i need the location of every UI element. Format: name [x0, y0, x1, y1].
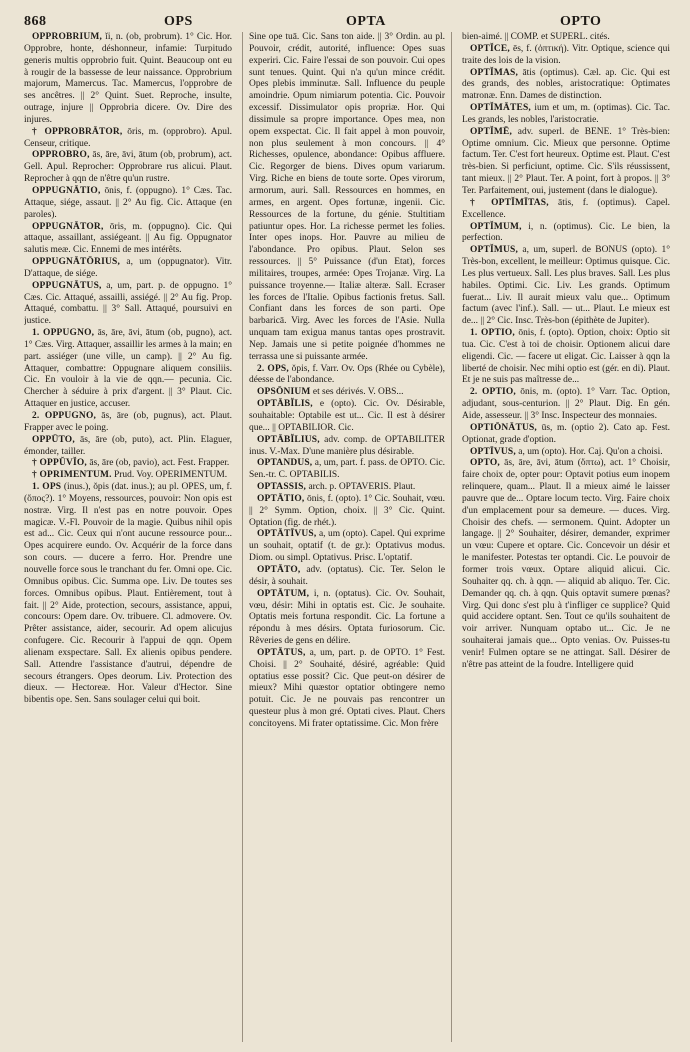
entry-headword: OPTĀTĪVUS,	[257, 529, 317, 540]
entry-headword: OPTĪVUS,	[470, 446, 516, 457]
entry-definition: ōnis, f. (opto). 1° Cic. Souhait, vœu. || 2° Symm. Option, choix. || 3° Cic. Quint. Optation (fig. de rhét.).	[249, 493, 445, 528]
entry-headword: OPPUGNĀTUS,	[32, 280, 102, 291]
entry-definition: ās, āre, āvi, ātum (ob, probrum), act. Gell. Apul. Reprocher: Opprobrare rus alicui. Plaut. Reprocher à qqn de n'être qu'un rustre.	[24, 150, 232, 185]
dictionary-entry	[24, 328, 232, 411]
entry-headword: OPTANDUS,	[257, 458, 313, 469]
entry-headword: OPTASSIS,	[257, 482, 307, 493]
entry-headword: 1. OPTIO,	[470, 328, 515, 339]
dictionary-entry	[249, 387, 445, 399]
entry-definition: adv. superl. de BENE. 1° Très-bien: Optime omnium. Cic. Mieux que personne. Optime factum. Ter. C'est fort heureux. Optime est. Plaut. C'est très-bien. Si perficiunt, optime. Cic. S'ils réussissent, tant mieux. || 2° Plaut. Ter. A point, fort à propos. || 3° Ter. Parfaitement, oui, justement (dans le dialogue).	[462, 126, 670, 196]
entry-definition: a, um, part. p. de OPTO. 1° Fest. Choisi. || 2° Souhaité, désiré, agréable: Quid optatius esse possit? Cic. Que peut-on désirer de mieux? Mihi quæstor optatior obtingere nemo potuit. Cic. Je ne pouvais pas rencontrer un questeur plus à mon gré. Optati cives. Plaut. Chers concitoyens. Mi frater optatissime. Cic. Mon frère	[249, 647, 446, 729]
dictionary-entry	[24, 411, 232, 435]
entry-definition: ās, āre, āvi, ātum (ob, pugno), act. 1° Cæs. Virg. Attaquer, assaillir les armes à la main; en part. assiéger (une ville, un camp). || 2° Au fig. Attaquer, combattre: Oppugnare aliquem consiliis. Cic. En vouloir à la vie de qqn.— pecunia. Cic. Chercher à séduire à prix d'argent. || 3° Plaut. Cic. Attaquer en justice, accuser.	[24, 328, 232, 410]
dictionary-entry	[462, 447, 670, 459]
entry-definition: ās, āre, āvi, ātum (ὄπτω), act. 1° Choisir, faire choix de, opter pour: Optavit potius eum inopem relinquere, quam... Plaut. Il a mieux aimé le laisser pauvre que de... Optare locum tecto. Virg. Faire choix d'un emplacement pour sa demeure. — duces. Virg. Choisir des chefs. — sermonem. Quint. Adopter un langage. || 2° Souhaiter, désirer, demander, exprimer un vœu: Cupere et optare. Cic. Concevoir un désir et le manifester. Potestas ter optandi. Cic. Le pouvoir de former trois vœux. Optare aliquid alicui. Cic. Souhaiter qq. ch. à qqn. — aliquid ab aliquo. Ter. Cic. Demander qq. ch. à qqn. Quis optavit sumere pœnas? Virg. Qui donc s'est plu à t'infliger ce supplice? Quid quid accidere optant. Sen. Tout ce qu'ils souhaitent de voir arriver. Nunquam optabo ut... Cic. Je ne souhaiterai jamais que... Opto venias. Ov. Puisses-tu venir! Fulmen optare se ne attingat. Sall. Désirer de n'être pas atteint de la foudre. Intelligere quid	[462, 458, 670, 670]
dictionary-entry	[249, 529, 445, 565]
page-number: 868	[24, 14, 47, 29]
dictionary-entry	[462, 198, 670, 222]
entry-headword: OPTĀTIO,	[257, 493, 305, 504]
left-column	[24, 32, 232, 1042]
dictionary-entry	[249, 565, 445, 589]
entry-definition: ĭi, n. (ob, probrum). 1° Cic. Hor. Opprobre, honte, déshonneur, infamie: Turpitudo generis multis opprobrio fuit. Quint. Beaucoup ont eu à rougir de la bassesse de leur naissance. Opprobrium majorum, Mamercus. Tac. Mamercus, l'opprobre de ses ancêtres. || 2° Quint. Suet. Reproche, insulte, outrage, injure || Opprobria dicere. Ov. Dire des injures.	[24, 32, 232, 125]
dictionary-entry	[24, 150, 232, 186]
entry-definition: (inus.), ŏpis (dat. inus.); au pl. OPES, um, f. (ὄπος?). 1° Moyens, ressources, pouvoir: Non opis est nostræ. Virg. Il n'est pas en notre pouvoir. Opes magicæ. V.-Fl. Pouvoir de la magie. Quibus nihil opis est ad... Cic. Ceux qui n'ont aucune ressource pour... Opes acquirere eundo. Ov. Acquérir de la force dans son cours. — ducere a ferro. Hor. Prendre une nouvelle force sous le tranchant du fer. Omni ope. Cic. Omnibus opibus. Cic. Summa ope. Liv. De toutes ses forces. Omnibus opibus. Plaut. Entièrement, tout à fait. || 2° Aide, protection, secours, assistance, appui, concours: Opem dare. Ov. tribuere. Cl. admovere. Ov. Prêter assistance, aider, secourir. Ad opem alicujus confugere. Cic. Recourir à l'appui de qqn. Opem alienam exspectare. Sall. Ex alienis opibus pendere. Sall. Attendre l'assistance d'autrui, dépendre de secours étrangers. Opes deorum. Liv. Protection des dieux. — Hectoreæ. Hor. Valeur d'Hector. Sine bibentis ope. Sen. Sans soulager celui qui boit.	[24, 482, 232, 706]
entry-definition: a, um (opto). Hor. Caj. Qu'on a choisi.	[518, 446, 663, 457]
entry-definition: i, n. (optimus). Cic. Le bien, la perfection.	[462, 221, 670, 244]
dictionary-entry	[462, 328, 670, 387]
entry-headword: OPTIŌNĀTUS,	[470, 422, 537, 433]
dictionary-entry	[24, 470, 232, 482]
left-running-head: OPS	[164, 14, 193, 29]
dictionary-entry	[249, 32, 445, 364]
entry-headword: OPSŌNIUM	[257, 387, 311, 398]
dictionary-entry	[249, 364, 445, 388]
entry-definition: ūs, m. (optio 2). Cato ap. Fest. Optionat, grade d'option.	[462, 422, 670, 445]
entry-definition: a, um, part. p. de oppugno. 1° Cæs. Cic. Attaqué, assailli, assiégé. || 2° Au fig. Prop. Attaqué, combattu. || 3° Sall. Attaqué, poursuivi en justice.	[24, 280, 232, 327]
entry-headword: OPTĬMUS,	[470, 245, 519, 256]
dictionary-entry	[462, 222, 670, 246]
entry-definition: adv. comp. de OPTABILITER inus. V.-Max. D'une manière plus désirable.	[249, 434, 445, 457]
center-running-head: OPTA	[346, 14, 386, 29]
entry-headword: OPTĀTUM,	[257, 588, 310, 599]
dictionary-entry	[249, 399, 445, 435]
dictionary-entry	[462, 103, 670, 127]
entry-headword: † OPTĬMĪTAS,	[470, 197, 549, 208]
entry-headword: OPPUGNĀTOR,	[32, 221, 104, 232]
dictionary-entry	[24, 482, 232, 707]
entry-definition: Sine ope tuā. Cic. Sans ton aide. || 3° Ordin. au pl. Pouvoir, crédit, autorité, influence: Opes suas experiri. Cic. Faire l'essai de son pouvoir. Cui opes sunt tenues. Quint. Qui n'a qu'un mince crédit. Opes plebis imminutæ. Sall. Influence du peuple amoindrie. Opum nimiarum potentia. Cic. Pouvoir excessif. Dissimulator opis propriæ. Hor. Qui dissimule sa propre importance. Opes mea, non opem exspectat. Cic. Il fait appel à mon pouvoir, non plus seulement à mon concours. || 4° Richesses, opulence, abondance: Opibus affluere. Cic. Regorger de biens. Dives opum variarum. Virg. Riche en biens de toute sorte. Opes virorum, armorum, auri. Sall. Ressources en hommes, en armes, en argent. Opes fortunæ, ingenii. Cic. Ressources de la fortune, du génie. Stultitiam patiuntur opes. Hor. La richesse permet les folies. Inter opes inops. Hor. Pauvre au milieu de l'abondance. Pro opibus. Plaut. Selon ses ressources. || 5° Puissance (d'un Etat), forces militaires, troupes, armée: Opes Trojanæ. Virg. La puissance troyenne.— Italiæ alteræ. Sall. Ecraser les forces de l'Italie. Opibus factionis fretus. Sall. Confiant dans les forces de son parti. Ope barbaricā. Virg. Avec les forces de l'Asie. Nulla unquam tam exigua manus tantas opes prostravit. Nep. Jamais une si petite poignée d'hommes ne terrassa une si puissante armée.	[249, 32, 445, 362]
entry-definition: a, um, part. f. pass. de OPTO. Cic. Sen.-tr. C. OPTABILIS.	[249, 458, 446, 481]
entry-definition: adv. (optatus). Cic. Ter. Selon le désir, à souhait.	[249, 564, 446, 587]
entry-headword: OPTĬCE,	[470, 43, 510, 54]
entry-definition: ātis, f. (optimus). Capel. Excellence.	[462, 197, 670, 220]
entry-headword: † OPPROBRĀTOR,	[32, 126, 123, 137]
dictionary-entry	[249, 482, 445, 494]
dictionary-entry	[249, 494, 445, 530]
dictionary-entry	[24, 435, 232, 459]
entry-definition: a, um, superl. de BONUS (opto). 1° Très-bon, excellent, le meilleur: Optimus quisque. Cic. Les plus vertueux. Sall. Les plus braves. Sall. Les plus habiles. Optimi. Cic. Liv. Les grands. Optimum fuerat... Liv. Il aurait mieux valu que... Optimum factum (avec l'inf.). Sall. — ut... Plaut. Le mieux est de... || 2° Cic. Insc. Très-bon (épithète de Jupiter).	[462, 245, 670, 327]
entry-headword: OPTĀBĬLIS,	[257, 399, 313, 410]
entry-definition: e (opto). Cic. Ov. Désirable, souhaitable: Optabile est ut... Cic. Il est à désirer que... || OPTABILIOR. Cic.	[249, 399, 445, 433]
text-columns	[24, 32, 678, 1042]
entry-headword: OPTĀTO,	[257, 564, 301, 575]
entry-definition: ōris, m. (oppugno). Cic. Qui attaque, assaillant, assiégeant. || Au fig. Oppugnator salutis meæ. Cic. Ennemi de mes intérêts.	[24, 221, 232, 256]
entry-headword: 2. OPS,	[257, 363, 289, 374]
entry-headword: OPPROBRO,	[32, 150, 90, 161]
dictionary-entry	[462, 245, 670, 328]
entry-headword: 2. OPTIO,	[470, 387, 516, 398]
dictionary-entry	[462, 32, 670, 44]
entry-definition: ōnis, f. (oppugno). 1° Cæs. Tac. Attaque, siége, assaut. || 2° Au fig. Cic. Attaque (en paroles).	[24, 185, 232, 220]
right-column	[462, 32, 670, 1042]
entry-definition: ēs, f. (ὀπτική). Vitr. Optique, science qui traite des lois de la vision.	[462, 43, 670, 66]
dictionary-entry	[249, 458, 445, 482]
dictionary-entry	[24, 281, 232, 328]
entry-definition: bien-aimé. || COMP. et SUPERL. cités.	[462, 32, 610, 42]
dictionary-entry	[24, 32, 232, 127]
right-running-head: OPTO	[560, 14, 602, 29]
entry-headword: OPTĬMĀTES,	[470, 103, 531, 114]
entry-definition: a, um (opto). Capel. Qui exprime un souhait, optatif (t. de gr.): Optativus modus. Diom. ou simpl. Optativus. Prisc. L'optatif.	[249, 529, 445, 564]
entry-headword: OPTĬMAS,	[470, 67, 519, 78]
dictionary-entry	[462, 68, 670, 104]
entry-definition: Prud. Voy. OPERIMENTUM.	[114, 470, 228, 481]
entry-headword: OPTO,	[470, 458, 500, 469]
dictionary-entry	[249, 435, 445, 459]
entry-definition: arch. p. OPTAVERIS. Plaut.	[308, 482, 416, 493]
entry-definition: ās, āre (ob, pugnus), act. Plaut. Frapper avec le poing.	[24, 411, 232, 433]
dictionary-entry	[249, 589, 445, 648]
entry-definition: ōnis, m. (opto). 1° Varr. Tac. Option, adjudant, sous-centurion. || 2° Plaut. Dig. En gén. Aide, assesseur. || 3° Insc. Inspecteur des monnaies.	[462, 387, 670, 421]
entry-headword: OPTĀBĬLIUS,	[257, 434, 320, 445]
entry-definition: ātis (optimus). Cæl. ap. Cic. Qui est des grands, des nobles, aristocratique: Optimates matronæ. Enn. Dames de distinction.	[462, 67, 670, 102]
dictionary-entry	[249, 648, 445, 731]
entry-definition: ās, āre (ob, puto), act. Plin. Elaguer, émonder, tailler.	[24, 434, 232, 457]
dictionary-entry	[24, 458, 232, 470]
dictionary-entry	[462, 458, 670, 671]
entry-headword: 1. OPS	[32, 482, 62, 493]
entry-headword: † OPPŬVĬO,	[32, 458, 87, 469]
entry-definition: ium et um, m. (optimas). Cic. Tac. Les grands, les nobles, l'aristocratie.	[462, 103, 670, 125]
center-column	[242, 32, 452, 1042]
entry-headword: OPPUGNĀTŌRIUS,	[32, 257, 121, 268]
dictionary-entry	[24, 222, 232, 258]
dictionary-entry	[24, 127, 232, 151]
entry-definition: ōnis, f. (opto). Option, choix: Optio sit tua. Cic. C'est à toi de choisir. Optionem alicui dare eligendi. Cic. — facere ut eligat. Cic. Laisser à qqn la liberté de choisir. Nec mihi optio est (gér. en di). Plaut. Et je ne suis pas maîtresse de...	[462, 328, 670, 386]
entry-definition: i, n. (optatus). Cic. Ov. Souhait, vœu, désir: Mihi in optatis est. Cic. Je souhaite. Optatis meis fortuna respondit. Cic. La fortune a répondu à mes désirs. Optata furiosorum. Cic. Rêveries de gens en délire.	[249, 588, 445, 647]
entry-definition: ōris, m. (opprobro). Apul. Censeur, critique.	[24, 126, 232, 149]
entry-headword: OPTĬMĒ,	[470, 126, 513, 137]
dictionary-entry	[24, 257, 232, 281]
dictionary-entry	[462, 423, 670, 447]
entry-definition: a, um (oppugnator). Vitr. D'attaque, de siége.	[24, 257, 232, 279]
entry-definition: ās, āre (ob, pavio), act. Fest. Frapper.	[89, 458, 230, 469]
entry-headword: 2. OPPUGNO,	[32, 411, 97, 421]
entry-headword: 1. OPPUGNO,	[32, 328, 95, 339]
entry-headword: OPTĀTUS,	[257, 647, 306, 658]
entry-definition: ŏpis, f. Varr. Ov. Ops (Rhée ou Cybèle), déesse de l'abondance.	[249, 363, 445, 386]
dictionary-entry	[462, 127, 670, 198]
dictionary-entry	[462, 44, 670, 68]
entry-headword: OPPROBRIUM,	[32, 32, 103, 42]
dictionary-entry	[24, 186, 232, 222]
dictionary-entry	[462, 387, 670, 423]
running-header	[24, 10, 678, 32]
entry-headword: OPPUGNĀTIO,	[32, 185, 101, 196]
entry-headword: OPPŪTO,	[32, 434, 75, 445]
entry-headword: OPTĬMUM,	[470, 221, 522, 232]
entry-headword: † OPRIMENTUM.	[32, 470, 112, 481]
entry-definition: et ses dérivés. V. OBS...	[312, 387, 404, 398]
